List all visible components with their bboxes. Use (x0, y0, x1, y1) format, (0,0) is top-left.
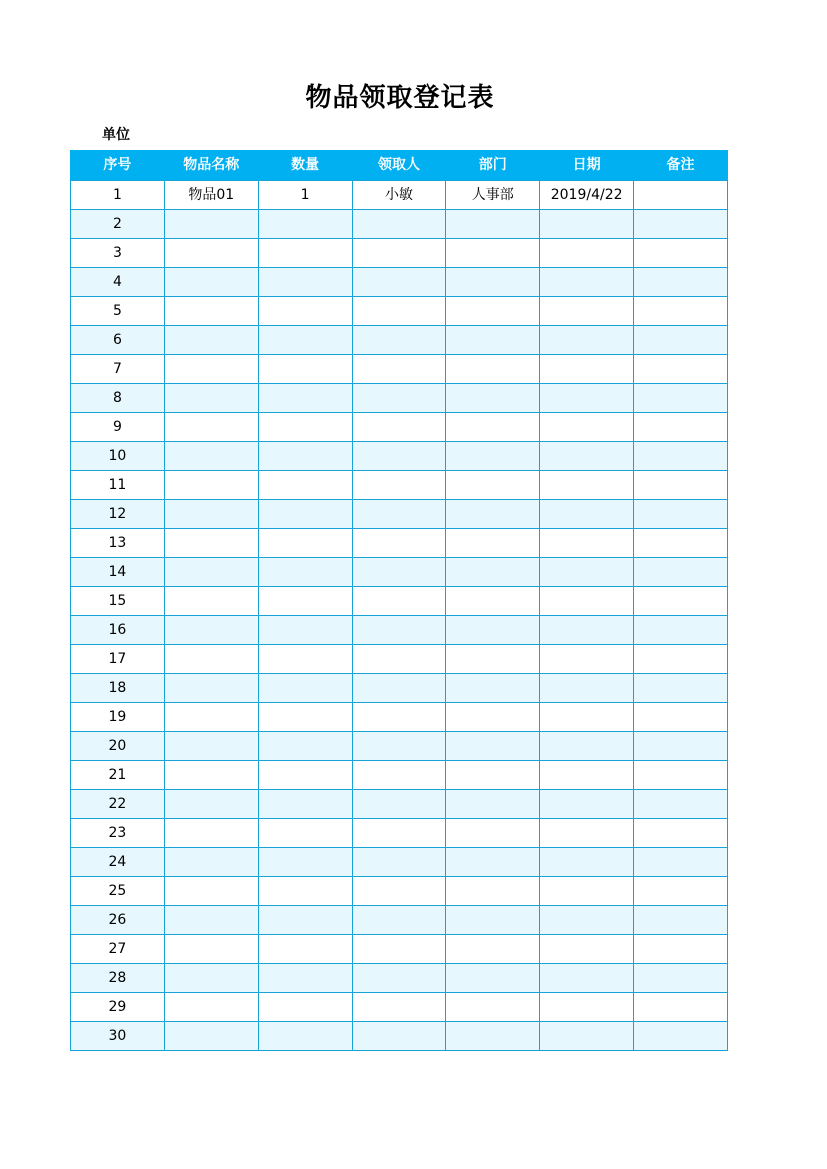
cell-serial[interactable]: 5 (71, 297, 165, 326)
cell-remarks[interactable] (634, 326, 728, 355)
cell-department[interactable] (446, 645, 540, 674)
cell-remarks[interactable] (634, 268, 728, 297)
table-body (71, 181, 728, 1051)
cell-quantity[interactable] (258, 210, 352, 239)
cell-department[interactable] (446, 732, 540, 761)
cell-item-name[interactable] (164, 268, 258, 297)
cell-serial[interactable]: 18 (71, 674, 165, 703)
cell-date[interactable] (540, 964, 634, 993)
table-row (71, 384, 728, 413)
cell-recipient[interactable] (352, 674, 446, 703)
cell-date[interactable] (540, 674, 634, 703)
cell-recipient[interactable] (352, 732, 446, 761)
table-row (71, 297, 728, 326)
table-row (71, 442, 728, 471)
cell-serial[interactable]: 3 (71, 239, 165, 268)
cell-recipient[interactable] (352, 558, 446, 587)
cell-recipient[interactable] (352, 616, 446, 645)
cell-serial[interactable]: 28 (71, 964, 165, 993)
cell-quantity[interactable] (258, 587, 352, 616)
unit-label: 单位 (102, 127, 130, 143)
cell-quantity[interactable] (258, 239, 352, 268)
cell-date[interactable] (540, 268, 634, 297)
cell-recipient[interactable] (352, 935, 446, 964)
cell-item-name[interactable] (164, 848, 258, 877)
table-row (71, 587, 728, 616)
cell-quantity[interactable] (258, 703, 352, 732)
cell-date[interactable] (540, 732, 634, 761)
table-row (71, 790, 728, 819)
cell-department[interactable] (446, 790, 540, 819)
cell-item-name[interactable] (164, 674, 258, 703)
cell-item-name[interactable]: 物品01 (164, 181, 258, 210)
cell-item-name[interactable] (164, 355, 258, 384)
cell-remarks[interactable] (634, 703, 728, 732)
cell-quantity[interactable] (258, 964, 352, 993)
cell-department[interactable] (446, 384, 540, 413)
cell-date[interactable] (540, 877, 634, 906)
cell-remarks[interactable] (634, 790, 728, 819)
cell-department[interactable] (446, 587, 540, 616)
cell-item-name[interactable] (164, 500, 258, 529)
table-row (71, 471, 728, 500)
cell-item-name[interactable] (164, 703, 258, 732)
cell-serial[interactable]: 6 (71, 326, 165, 355)
cell-remarks[interactable] (634, 442, 728, 471)
cell-remarks[interactable] (634, 558, 728, 587)
col-header-recipient: 领取人 (352, 151, 446, 181)
cell-serial[interactable]: 26 (71, 906, 165, 935)
cell-recipient[interactable] (352, 500, 446, 529)
cell-recipient[interactable] (352, 993, 446, 1022)
cell-item-name[interactable] (164, 761, 258, 790)
cell-department[interactable] (446, 268, 540, 297)
cell-recipient[interactable] (352, 326, 446, 355)
cell-item-name[interactable] (164, 877, 258, 906)
cell-recipient[interactable] (352, 848, 446, 877)
cell-department[interactable] (446, 529, 540, 558)
table-row (71, 355, 728, 384)
cell-department[interactable] (446, 877, 540, 906)
cell-recipient[interactable] (352, 703, 446, 732)
cell-remarks[interactable] (634, 848, 728, 877)
cell-department[interactable] (446, 674, 540, 703)
cell-item-name[interactable] (164, 1022, 258, 1051)
cell-remarks[interactable] (634, 210, 728, 239)
cell-item-name[interactable] (164, 326, 258, 355)
cell-serial[interactable]: 9 (71, 413, 165, 442)
cell-date[interactable] (540, 442, 634, 471)
cell-item-name[interactable] (164, 384, 258, 413)
cell-remarks[interactable] (634, 616, 728, 645)
cell-recipient[interactable] (352, 239, 446, 268)
cell-department[interactable] (446, 500, 540, 529)
cell-recipient[interactable] (352, 790, 446, 819)
cell-recipient[interactable] (352, 384, 446, 413)
cell-date[interactable] (540, 471, 634, 500)
cell-department[interactable] (446, 413, 540, 442)
cell-quantity[interactable] (258, 993, 352, 1022)
cell-remarks[interactable] (634, 819, 728, 848)
cell-remarks[interactable] (634, 587, 728, 616)
cell-date[interactable] (540, 413, 634, 442)
cell-date[interactable] (540, 616, 634, 645)
cell-department[interactable] (446, 326, 540, 355)
cell-department[interactable] (446, 210, 540, 239)
table-row (71, 529, 728, 558)
header-row (71, 151, 728, 181)
cell-recipient[interactable] (352, 819, 446, 848)
col-header-quantity: 数量 (258, 151, 352, 181)
table-row (71, 819, 728, 848)
cell-quantity[interactable] (258, 297, 352, 326)
table-row (71, 964, 728, 993)
cell-recipient[interactable] (352, 210, 446, 239)
cell-department[interactable] (446, 935, 540, 964)
cell-quantity[interactable] (258, 326, 352, 355)
table-row (71, 674, 728, 703)
table-row (71, 732, 728, 761)
cell-serial[interactable]: 29 (71, 993, 165, 1022)
cell-quantity[interactable] (258, 906, 352, 935)
table-header (71, 151, 728, 181)
cell-serial[interactable]: 15 (71, 587, 165, 616)
cell-department[interactable] (446, 355, 540, 384)
cell-quantity[interactable] (258, 1022, 352, 1051)
cell-date[interactable]: 2019/4/22 (540, 181, 634, 210)
table-row (71, 906, 728, 935)
cell-item-name[interactable] (164, 935, 258, 964)
cell-quantity[interactable] (258, 471, 352, 500)
table-row (71, 645, 728, 674)
cell-department[interactable] (446, 906, 540, 935)
cell-item-name[interactable] (164, 732, 258, 761)
cell-department[interactable] (446, 239, 540, 268)
cell-recipient[interactable] (352, 645, 446, 674)
cell-serial[interactable]: 2 (71, 210, 165, 239)
cell-remarks[interactable] (634, 297, 728, 326)
cell-item-name[interactable] (164, 529, 258, 558)
cell-remarks[interactable] (634, 993, 728, 1022)
cell-department[interactable]: 人事部 (446, 181, 540, 210)
cell-item-name[interactable] (164, 964, 258, 993)
table-row (71, 848, 728, 877)
cell-serial[interactable]: 19 (71, 703, 165, 732)
cell-department[interactable] (446, 471, 540, 500)
cell-serial[interactable]: 23 (71, 819, 165, 848)
cell-department[interactable] (446, 964, 540, 993)
cell-serial[interactable]: 24 (71, 848, 165, 877)
cell-quantity[interactable] (258, 558, 352, 587)
cell-item-name[interactable] (164, 210, 258, 239)
cell-quantity[interactable] (258, 500, 352, 529)
cell-date[interactable] (540, 761, 634, 790)
col-header-department: 部门 (446, 151, 540, 181)
cell-remarks[interactable] (634, 935, 728, 964)
cell-item-name[interactable] (164, 558, 258, 587)
cell-department[interactable] (446, 761, 540, 790)
cell-remarks[interactable] (634, 239, 728, 268)
cell-quantity[interactable]: 1 (258, 181, 352, 210)
cell-serial[interactable]: 17 (71, 645, 165, 674)
cell-recipient[interactable] (352, 471, 446, 500)
cell-recipient[interactable]: 小敏 (352, 181, 446, 210)
cell-date[interactable] (540, 558, 634, 587)
cell-date[interactable] (540, 848, 634, 877)
cell-recipient[interactable] (352, 587, 446, 616)
cell-date[interactable] (540, 297, 634, 326)
cell-department[interactable] (446, 848, 540, 877)
table-row (71, 181, 728, 210)
cell-quantity[interactable] (258, 848, 352, 877)
cell-recipient[interactable] (352, 906, 446, 935)
cell-recipient[interactable] (352, 413, 446, 442)
col-header-date: 日期 (540, 151, 634, 181)
cell-item-name[interactable] (164, 616, 258, 645)
cell-remarks[interactable] (634, 877, 728, 906)
cell-recipient[interactable] (352, 442, 446, 471)
table-row (71, 993, 728, 1022)
cell-serial[interactable]: 27 (71, 935, 165, 964)
table-row (71, 616, 728, 645)
table-row (71, 500, 728, 529)
cell-department[interactable] (446, 616, 540, 645)
cell-quantity[interactable] (258, 529, 352, 558)
cell-serial[interactable]: 12 (71, 500, 165, 529)
cell-serial[interactable]: 13 (71, 529, 165, 558)
cell-serial[interactable]: 20 (71, 732, 165, 761)
cell-remarks[interactable] (634, 761, 728, 790)
cell-quantity[interactable] (258, 442, 352, 471)
cell-item-name[interactable] (164, 587, 258, 616)
cell-item-name[interactable] (164, 993, 258, 1022)
cell-department[interactable] (446, 993, 540, 1022)
cell-serial[interactable]: 8 (71, 384, 165, 413)
cell-date[interactable] (540, 906, 634, 935)
col-header-serial: 序号 (71, 151, 165, 181)
cell-serial[interactable]: 14 (71, 558, 165, 587)
cell-date[interactable] (540, 326, 634, 355)
cell-quantity[interactable] (258, 645, 352, 674)
cell-date[interactable] (540, 587, 634, 616)
cell-item-name[interactable] (164, 471, 258, 500)
cell-recipient[interactable] (352, 297, 446, 326)
cell-serial[interactable]: 10 (71, 442, 165, 471)
cell-department[interactable] (446, 703, 540, 732)
cell-item-name[interactable] (164, 819, 258, 848)
cell-date[interactable] (540, 500, 634, 529)
cell-remarks[interactable] (634, 471, 728, 500)
cell-department[interactable] (446, 442, 540, 471)
cell-serial[interactable]: 1 (71, 181, 165, 210)
cell-quantity[interactable] (258, 384, 352, 413)
cell-item-name[interactable] (164, 906, 258, 935)
table-row (71, 413, 728, 442)
document-title: 物品领取登记表 (305, 83, 495, 113)
cell-date[interactable] (540, 1022, 634, 1051)
cell-department[interactable] (446, 297, 540, 326)
cell-remarks[interactable] (634, 181, 728, 210)
cell-remarks[interactable] (634, 964, 728, 993)
cell-quantity[interactable] (258, 355, 352, 384)
cell-item-name[interactable] (164, 645, 258, 674)
cell-remarks[interactable] (634, 500, 728, 529)
cell-quantity[interactable] (258, 790, 352, 819)
cell-serial[interactable]: 4 (71, 268, 165, 297)
cell-date[interactable] (540, 790, 634, 819)
cell-item-name[interactable] (164, 297, 258, 326)
cell-remarks[interactable] (634, 355, 728, 384)
cell-serial[interactable]: 16 (71, 616, 165, 645)
table-row (71, 210, 728, 239)
cell-quantity[interactable] (258, 674, 352, 703)
cell-recipient[interactable] (352, 1022, 446, 1051)
cell-remarks[interactable] (634, 645, 728, 674)
cell-date[interactable] (540, 935, 634, 964)
cell-date[interactable] (540, 355, 634, 384)
cell-serial[interactable]: 7 (71, 355, 165, 384)
table-row (71, 1022, 728, 1051)
table-row (71, 558, 728, 587)
cell-date[interactable] (540, 529, 634, 558)
cell-remarks[interactable] (634, 674, 728, 703)
cell-department[interactable] (446, 819, 540, 848)
cell-serial[interactable]: 21 (71, 761, 165, 790)
table-row (71, 877, 728, 906)
table-row (71, 935, 728, 964)
cell-quantity[interactable] (258, 732, 352, 761)
cell-serial[interactable]: 11 (71, 471, 165, 500)
cell-date[interactable] (540, 210, 634, 239)
cell-date[interactable] (540, 645, 634, 674)
cell-recipient[interactable] (352, 529, 446, 558)
cell-item-name[interactable] (164, 413, 258, 442)
cell-date[interactable] (540, 384, 634, 413)
cell-date[interactable] (540, 703, 634, 732)
cell-date[interactable] (540, 239, 634, 268)
cell-date[interactable] (540, 819, 634, 848)
cell-item-name[interactable] (164, 239, 258, 268)
cell-quantity[interactable] (258, 616, 352, 645)
cell-department[interactable] (446, 1022, 540, 1051)
table-row (71, 326, 728, 355)
cell-remarks[interactable] (634, 384, 728, 413)
cell-quantity[interactable] (258, 413, 352, 442)
cell-serial[interactable]: 30 (71, 1022, 165, 1051)
registration-table (70, 150, 728, 1051)
cell-item-name[interactable] (164, 790, 258, 819)
col-header-remarks: 备注 (634, 151, 728, 181)
cell-item-name[interactable] (164, 442, 258, 471)
cell-quantity[interactable] (258, 761, 352, 790)
cell-quantity[interactable] (258, 935, 352, 964)
cell-serial[interactable]: 22 (71, 790, 165, 819)
cell-recipient[interactable] (352, 268, 446, 297)
cell-remarks[interactable] (634, 906, 728, 935)
cell-serial[interactable]: 25 (71, 877, 165, 906)
table-row (71, 239, 728, 268)
cell-recipient[interactable] (352, 964, 446, 993)
cell-date[interactable] (540, 993, 634, 1022)
cell-quantity[interactable] (258, 268, 352, 297)
col-header-item-name: 物品名称 (164, 151, 258, 181)
table-row (71, 268, 728, 297)
table-row (71, 761, 728, 790)
cell-quantity[interactable] (258, 819, 352, 848)
cell-remarks[interactable] (634, 529, 728, 558)
cell-remarks[interactable] (634, 413, 728, 442)
cell-quantity[interactable] (258, 877, 352, 906)
cell-department[interactable] (446, 558, 540, 587)
cell-remarks[interactable] (634, 732, 728, 761)
cell-recipient[interactable] (352, 355, 446, 384)
cell-recipient[interactable] (352, 761, 446, 790)
cell-remarks[interactable] (634, 1022, 728, 1051)
cell-recipient[interactable] (352, 877, 446, 906)
table-row (71, 703, 728, 732)
